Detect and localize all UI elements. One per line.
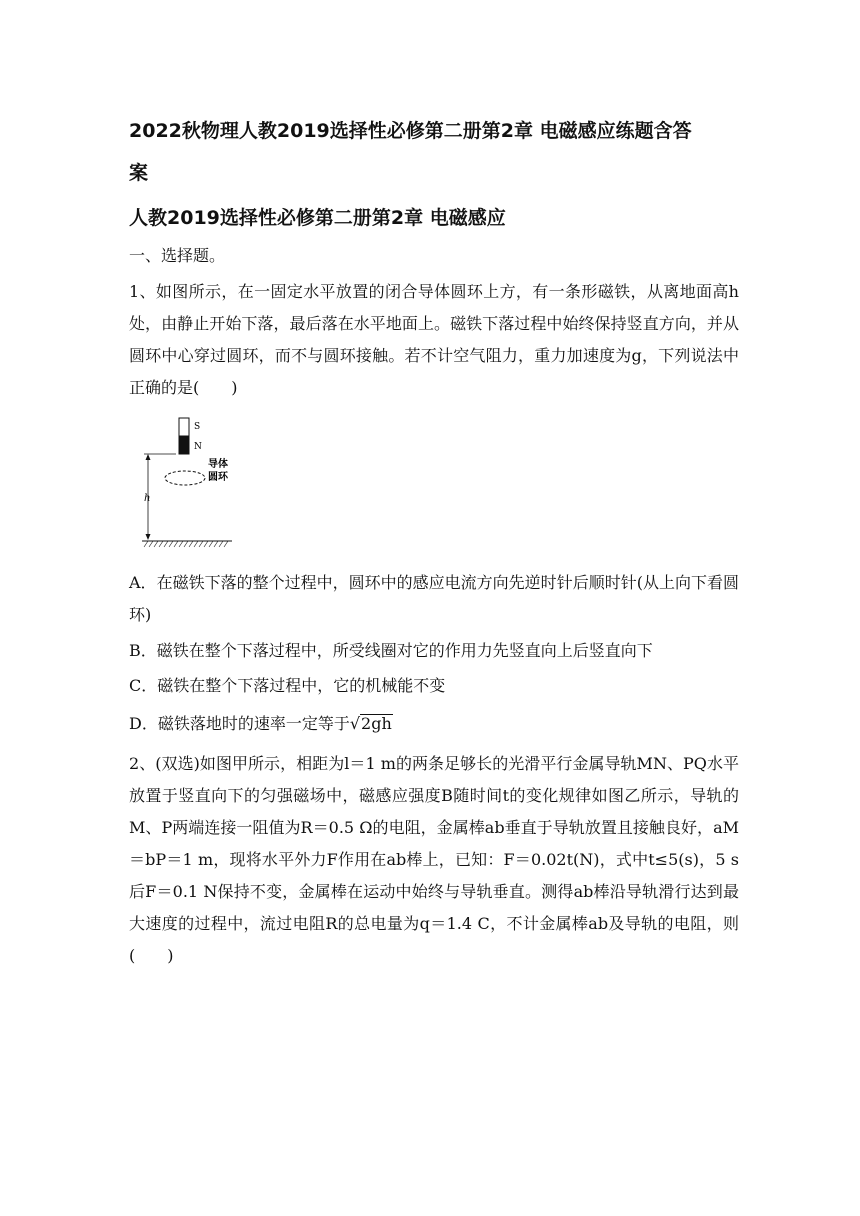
- question-1-option-b: B．磁铁在整个下落过程中，所受线圈对它的作用力先竖直向上后竖直向下: [129, 641, 653, 660]
- question-2-stem: 2、(双选)如图甲所示，相距为l＝1 m的两条足够长的光滑平行金属导轨MN、PQ水平放置于竖直向下的匀强磁场中，磁感应强度B随时间t的变化规律如图乙所示，导轨的M、P两端连接一阻值为R＝0.5 Ω的电阻，金属棒ab垂直于导轨放置且接触良好，aM＝bP＝1 m，现将水平外力F作用在ab棒上，已知：F＝0.02t(N)，式中t≤5(s)，5 s后F＝0.1 N保持不变，金属棒在运动中始终与导轨垂直。测得ab棒沿导轨滑行达到最大速度的过程中，流过电阻R的总电量为q＝1.4 C，不计金属棒ab及导轨的电阻，则( ): [129, 754, 739, 965]
- label-ring-1: 导体: [208, 459, 228, 470]
- label-s: S: [194, 422, 201, 432]
- doc-title-line-2: 案: [129, 162, 149, 184]
- question-1-option-c: C．磁铁在整个下落过程中，它的机械能不变: [129, 676, 446, 695]
- doc-subtitle: 人教2019选择性必修第二册第2章 电磁感应: [129, 207, 506, 229]
- sqrt-radicand: 2gh: [361, 714, 392, 733]
- sqrt-expression: √2gh: [349, 714, 392, 733]
- magnet-s-pole: [179, 418, 189, 436]
- magnet-ring-diagram: [140, 416, 250, 551]
- question-1-option-d: [129, 708, 739, 740]
- option-d-text: D．磁铁落地时的速率一定等于: [129, 714, 350, 733]
- label-ring-2: 圆环: [208, 472, 228, 483]
- magnet-n-pole: [179, 436, 189, 454]
- question-1-option-a: A．在磁铁下落的整个过程中，圆环中的感应电流方向先逆时针后顺时针(从上向下看圆环): [129, 573, 739, 624]
- conductor-ring: [165, 471, 205, 485]
- label-n: N: [194, 442, 202, 452]
- question-1-figure: [140, 416, 250, 555]
- section-heading: 一、选择题。: [129, 246, 226, 265]
- label-h: h: [144, 493, 151, 504]
- doc-title-line-1: 2022秋物理人教2019选择性必修第二册第2章 电磁感应练题含答: [129, 120, 692, 142]
- question-1-stem: 1、如图所示，在一固定水平放置的闭合导体圆环上方，有一条形磁铁，从离地面高h处，由静止开始下落，最后落在水平地面上。磁铁下落过程中始终保持竖直方向，并从圆环中心穿过圆环，而不与圆环接触。若不计空气阻力，重力加速度为g，下列说法中正确的是( ): [129, 282, 739, 397]
